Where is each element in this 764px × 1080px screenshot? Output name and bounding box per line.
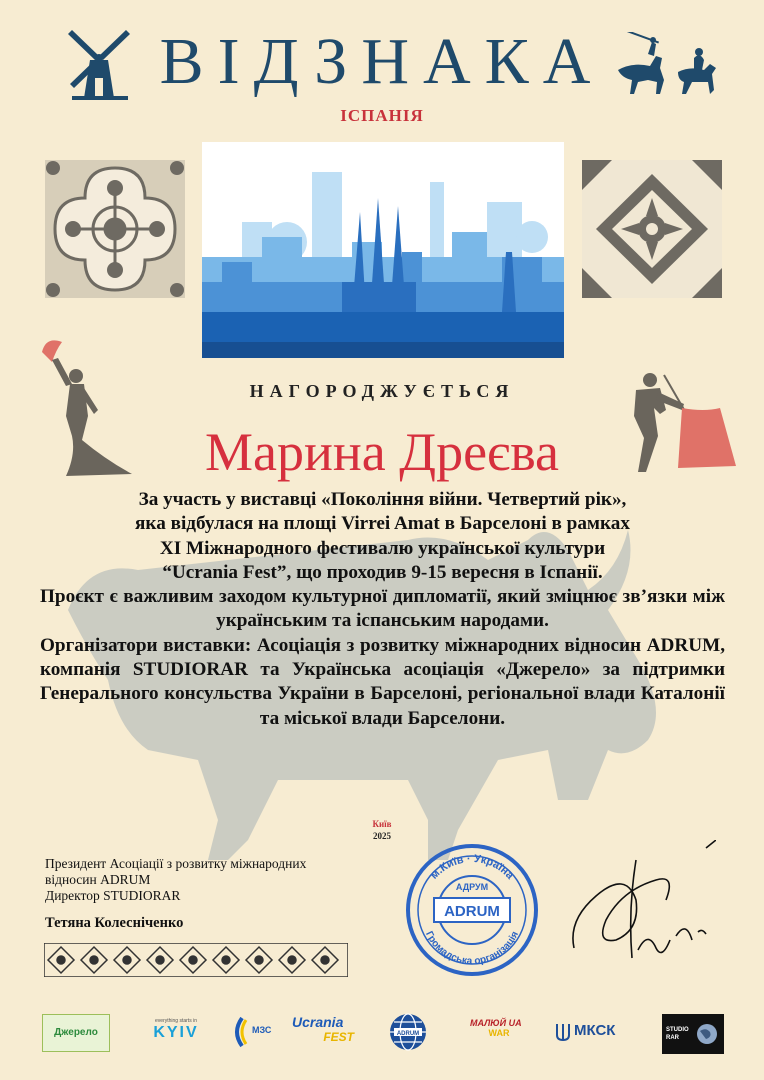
trident-icon (556, 1023, 570, 1041)
stamp-ring-top: м.Київ · Україна (428, 852, 516, 882)
logo-kyiv-label: KYIV (153, 1024, 199, 1041)
globe-icon (696, 1023, 718, 1045)
stamp-center: ADRUM (444, 903, 500, 920)
logo-malyuy-label: МАЛЮЙ UA (470, 1018, 522, 1028)
handwritten-signature (566, 840, 716, 970)
description-line: XI Міжнародного фестивалю української культури (159, 537, 606, 559)
ornamental-tile-right (582, 160, 722, 298)
logo-mzs-label: МЗС (252, 1025, 272, 1035)
logo-dzherelo-label: Джерело (54, 1027, 98, 1038)
signatory-line: відносин ADRUM (45, 872, 151, 887)
logo-studiorar (662, 1014, 724, 1054)
stamp-code: АДРУМ (455, 882, 489, 892)
logo-studiorar-label: STUDIO RAR (666, 1027, 689, 1041)
globe-icon (388, 1012, 428, 1052)
signatory-name: Тетяна Колесніченко (45, 915, 184, 931)
signatory-line: Директор STUDIORAR (45, 888, 181, 903)
description-line: “Ucrania Fest”, що проходив 9-15 вересня в Іспанії. (162, 561, 603, 583)
certificate-subtitle: ІСПАНІЯ (340, 106, 424, 125)
svg-text:Громадська організація (423, 930, 521, 968)
logo-dzherelo (42, 1014, 110, 1052)
stamp-ring-bottom: Громадська організація (423, 929, 521, 968)
don-quixote-icon (612, 32, 724, 96)
logo-fest-label: FEST (323, 1030, 354, 1044)
adrum-stamp (402, 840, 542, 980)
logo-kyiv-small: everything starts in (155, 1018, 197, 1024)
logo-ucrania-fest (292, 1014, 354, 1054)
logo-mzs (230, 1014, 280, 1050)
logo-kyiv (150, 1018, 202, 1048)
logo-war-label: WAR (488, 1028, 510, 1038)
recipient-name: Марина Дреєва (205, 422, 559, 482)
logo-ucrania-label: Ucrania (292, 1014, 344, 1030)
signatory-line: Президент Асоціації з розвитку міжнародних (45, 856, 307, 871)
description-line: За участь у виставці «Покоління війни. Четвертий рік», (138, 489, 627, 510)
description-paragraph-diplomacy: Проєкт є важливим заходом культурної дипломатії, який зміцнює зв’язки між українським та іспанським народами. (40, 586, 725, 632)
logo-adrum-label: ADRUM (396, 1031, 420, 1037)
ornamental-border (44, 943, 348, 977)
svg-text:м.Київ · Україна (428, 853, 516, 882)
description-line: яка відбулася на площі Virrei Amat в Барселоні в рамках (135, 513, 630, 535)
award-description (40, 488, 725, 731)
issue-year: 2025 (373, 831, 391, 841)
description-paragraph-organizers: Організатори виставки: Асоціація з розвитку міжнародних відносин ADRUM, компанія STUDIORAR та Українська асоціація «Джерело» за підтримки Генерального консульства України в Барселоні, регіональної влади Каталонії та міської влади Барселони. (40, 634, 725, 729)
ornamental-tile-left (45, 160, 185, 298)
logo-mksk (554, 1020, 634, 1046)
logo-malyuy-war (470, 1018, 528, 1050)
barcelona-skyline-image (202, 142, 564, 358)
logo-mksk-label: МКСК (574, 1022, 616, 1039)
certificate-title: ВІДЗНАКА (159, 25, 605, 98)
awarded-label: НАГОРОДЖУЄТЬСЯ (249, 381, 515, 401)
issue-place: Київ (372, 819, 392, 829)
signatory-title (45, 856, 405, 904)
mzs-emblem-icon (232, 1016, 248, 1048)
logo-adrum (388, 1012, 432, 1056)
